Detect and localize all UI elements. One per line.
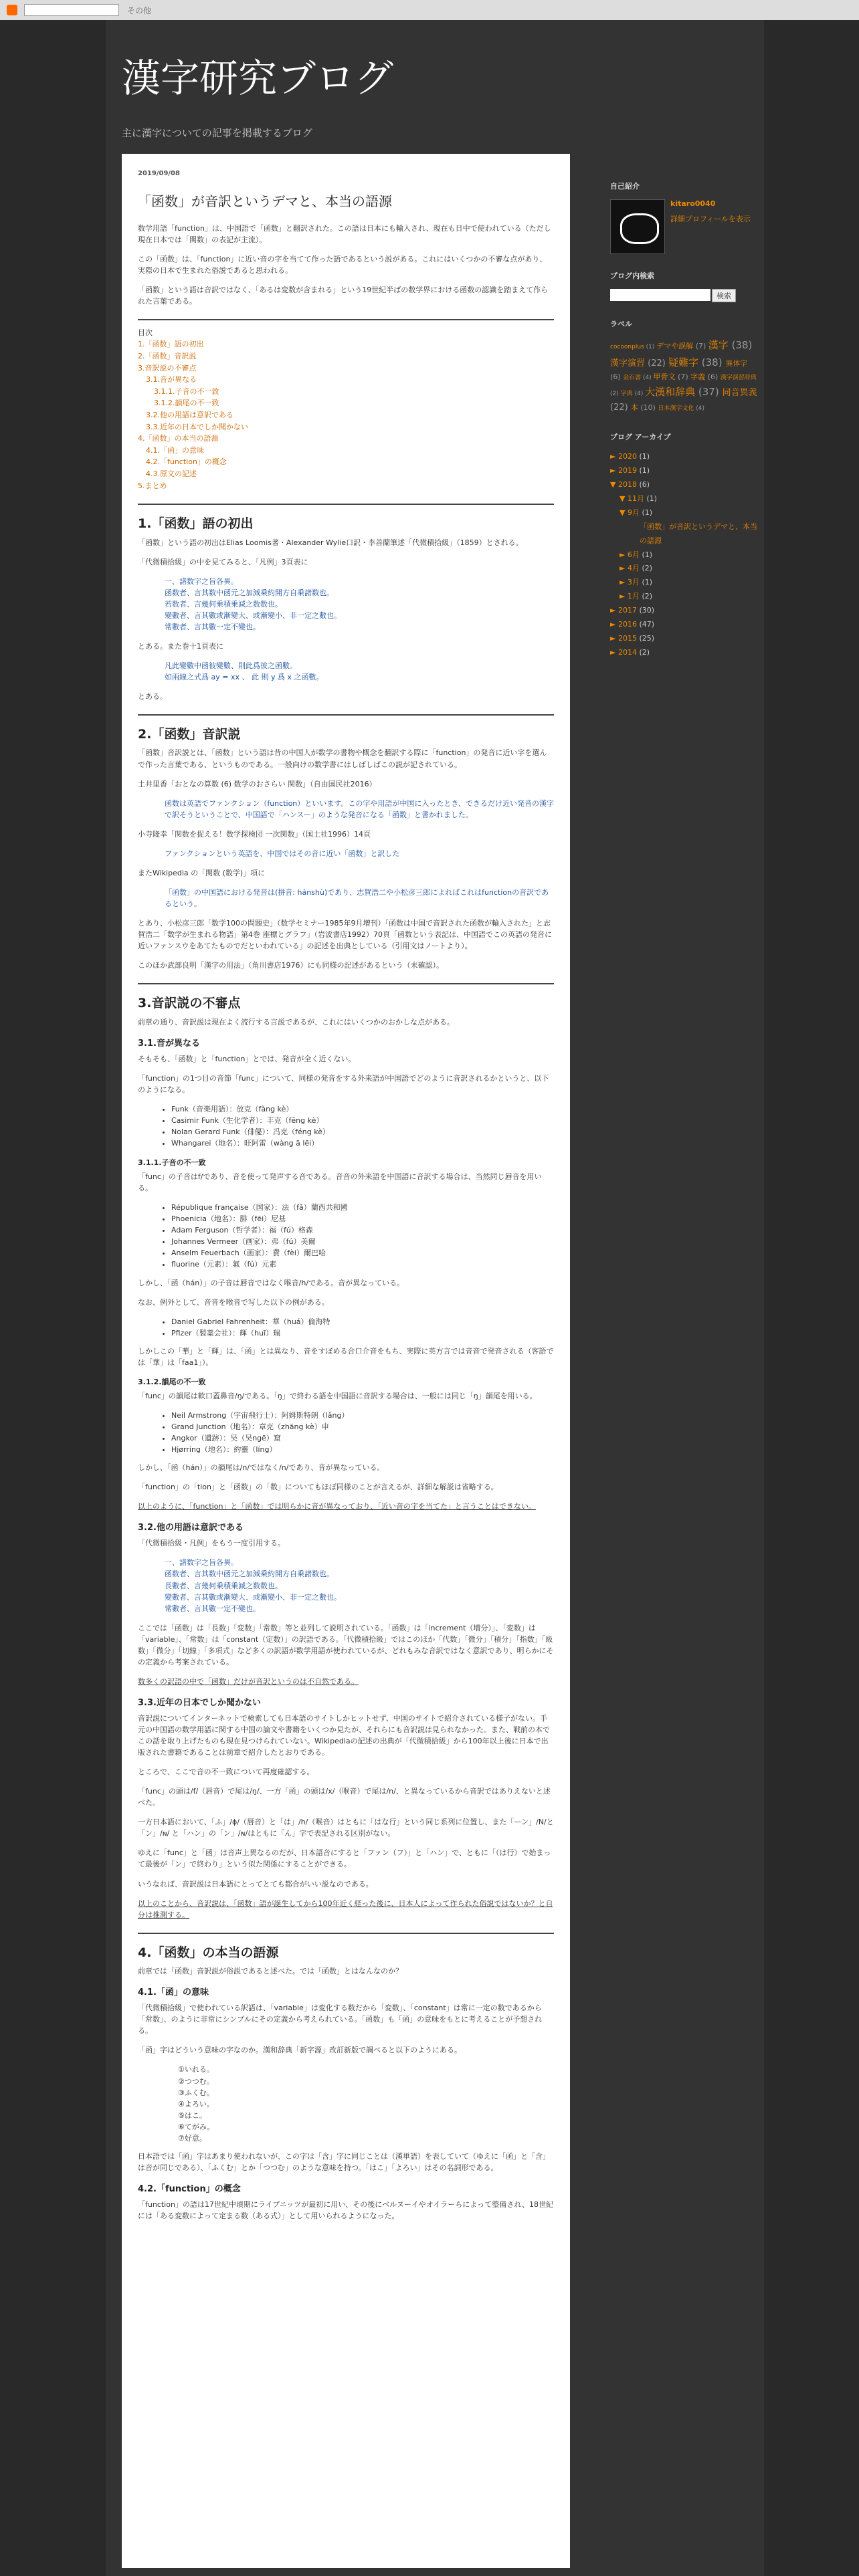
profile-widget [610,181,757,254]
numbered-list [138,2064,554,2143]
paragraph: いうなれば、音訳説は日本語にとってとても都合がいい説なのである。 [138,1879,373,1889]
archive-count: (2) [639,592,653,601]
archive-label: ▼ 11月 [619,494,644,503]
label-count: (38) [698,356,726,368]
paragraph: とあり、小松彦三郎「数学100の問題史」（数学セミナー1985年9月増刊）「函数は中国で音訳された函数が輸入された」と志賀浩二「数学が生まれる物語」第4巻 座標とグラフ」（岩波書店1992）70頁「函数という表記は、中国語でこの英語の発音に近いファンスウをあてたものでだといわれている」の記述を出典としている（引用文はノートより）。 [138,918,552,951]
paragraph-underlined: 数多くの訳語の中で「函数」だけが音訳というのは不自然である。 [138,1677,359,1686]
label-count: (22) [610,403,631,413]
toc-item[interactable]: 5.まとめ [138,481,167,490]
divider [138,1933,554,1934]
divider [138,504,554,505]
label-name: 金石書 [623,374,642,381]
quote-line: 常數者、言其數一定不變也。 [165,1604,260,1613]
toc-item[interactable]: 3.2.他の用語は意訳である [146,410,233,419]
label-count: (10) [638,403,658,413]
post-main [122,154,570,2568]
archive-count: (6) [636,480,650,490]
label-name: 字典 [620,390,633,397]
paragraph: しかしこの「華」と「輝」は、「函」とは異なり、音をすぼめる合口介音をもち、実際に英方言では音音で発音される（客語では「華」は「faa1」）。 [138,1346,554,1367]
label-link[interactable] [610,344,656,350]
toc-item[interactable]: 4.1.「函」の意味 [146,445,204,455]
archive-label: ► 2017 [610,606,637,615]
paragraph-underlined: 以上のように、「function」と「函数」では明らかに音が異なっており、「近い音の字を当てた」と言うことはできない。 [138,1502,536,1511]
label-name: デマや誤解 [656,342,694,350]
list-item: • Phoenicia（地名）：腓（fēi）尼基 [171,1213,554,1224]
quote-line: 如兩線之式爲 ay = xx 、 此 則 y 爲 x 之函數。 [165,672,324,681]
subsection-heading: 3.3.近年の日本でしか聞かない [138,1697,261,1708]
paragraph: 「func」の韻尾は軟口蓋鼻音/ŋ/である。「ŋ」で終わる語を中国語に音訳する場合は、一般には同じ「ŋ」韻尾を用いる。 [138,1391,537,1400]
paragraph: 「函数」音訳説とは、「函数」という語は昔の中国人が数学の書物や概念を翻訳する際に「function」の発音に近い字を選んで作った言葉である、というものである。一般向けの数学書にはしばしばこの説が記されている。 [138,748,547,769]
archive-post-link[interactable]: 「函数」が音訳というデマと、本当の語源 [640,522,757,545]
list-item: • Whangarei（地名）：旺阿雷（wàng ā lēi） [171,1138,554,1149]
label-name: cocoonplus [610,344,644,350]
label-link[interactable] [658,405,704,412]
list-item: • Daniel Gabriel Fahrenheit：華（huá）倫海特 [171,1316,554,1327]
label-count: (7) [675,372,691,381]
blog-description: 主に漢字についての記事を掲載するブログ [122,127,312,139]
archive-label: ► 2019 [610,466,637,475]
post-intro [138,223,554,307]
quote-line: 一、諸数字之旨各異。 [165,576,238,586]
archive-label: ▼ 9月 [619,508,640,517]
toc-item[interactable]: 3.1.1.子音の不一致 [154,387,219,396]
quote-line: 一、諸数字之旨各異。 [165,1558,238,1568]
list-item: • Neil Armstrong（宇宙飛行士）：阿姆斯特朗（lǎng） [171,1410,554,1421]
label-name: 漢字演習辞典 [720,374,757,381]
label-link[interactable] [610,358,668,368]
paragraph: 「代微積拾級・凡例」をもう一度引用する。 [138,1539,285,1548]
blogger-navbar [0,0,859,20]
toc-item[interactable]: 3.1.音が異なる [146,375,197,385]
archive-list [610,450,757,659]
divider [138,983,554,984]
labels-heading: ラベル [610,320,632,328]
list-item: • Casimir Funk（生化学者）：丰克（fēng kè） [171,1115,554,1126]
search-widget [610,270,757,302]
archive-label: ► 1月 [619,592,640,601]
blog-header [106,20,764,140]
label-name: 本 [630,403,638,413]
quote-line: 函数者、言其数中函元之加減乗約開方自乗諸数也。 [165,588,334,597]
profile-name[interactable]: kitaro0040 [670,199,716,208]
subsection-heading: 3.1.音が異なる [138,1038,200,1049]
subsection-heading: 4.2.「function」の概念 [138,2183,241,2194]
list-item: • Nolan Gerard Funk（俳優）：冯克（féng kè） [171,1126,554,1138]
label-count: (1) [644,344,657,350]
label-count: (6) [705,372,721,381]
archive-count: (25) [636,633,655,643]
navbar-search-input[interactable] [24,4,119,16]
archive-year[interactable] [610,464,757,478]
paragraph: 「function」の1つ目の音節「func」について、同様の発音をする外来語が中国語でどのように音訳されるかというと、以下のようになる。 [138,1073,549,1094]
navbar-more-link[interactable]: その他 [127,6,152,15]
label-name: 日本漢字文化 [658,405,694,413]
avatar[interactable] [610,199,665,254]
archive-label: ► 2020 [610,452,637,461]
archive-year[interactable] [610,646,757,660]
archive-count: (1) [636,452,650,461]
bullet-list [138,1103,554,1149]
paragraph: そもそも、「函数」と「function」とでは、発音が全く近くない。 [138,1054,356,1063]
archive-count: (2) [636,647,650,657]
paragraph: 「函」字はどういう意味の字なのか。漢和辞典「新字源」改訂新版で調べると以下のようにある。 [138,2046,462,2055]
archive-label: ► 3月 [619,578,640,587]
archive-year[interactable] [610,632,757,646]
label-link[interactable] [645,386,722,398]
label-count: (2) [610,390,621,397]
archive-label: ► 2014 [610,647,637,657]
post-date: 2019/09/08 [138,170,180,177]
quote-line: 變數者、言其數或漸變大、或漸變小、非一定之數也。 [165,611,341,620]
section-heading: 1.「函数」語の初出 [138,516,254,532]
toc-item[interactable]: 1.「函数」語の初出 [138,340,204,349]
list-item: • Hjørring（地名）：約靈（líng） [171,1444,554,1455]
paragraph: しかし、「函（hán）」の子音は唇音ではなく喉音/h/である。音が異なっている。 [138,1278,405,1287]
subsection-heading: 4.1.「函」の意味 [138,1988,209,1998]
archive-count: (1) [639,550,653,559]
label-name: 疑難字 [668,356,698,368]
search-button[interactable]: 検索 [712,289,736,302]
archive-month[interactable] [610,548,757,562]
paragraph: とある。また巻十1頁表に [138,641,223,651]
archive-year[interactable] [610,618,757,632]
paragraph: この「函数」は、「function」に近い音の字を当てて作った語であるという説がある。これにはいくつかの不審な点があり、実際の日本で生まれた俗説であると思われる。 [138,254,547,275]
archive-label: ▼ 2018 [610,480,637,490]
toc-item[interactable]: 2.「函数」音訳説 [138,351,197,360]
archive-count: (30) [636,606,655,615]
toc-item[interactable]: 3.3.近年の日本でしか聞かない [146,422,248,431]
quote-line: 函数者、言其数中函元之加減乗約開方自乗諸数也。 [165,1570,334,1579]
paragraph: 土井里香「おとなの算数 (6) 数学のおさらい 関数」（自由国民社2016） [138,779,377,788]
list-item: ③ふくむ。 [178,2088,214,2097]
blogger-logo-icon[interactable] [7,5,17,15]
subsection-heading: 3.2.他の用語は意訳である [138,1523,244,1533]
paragraph: 「代微積拾級」で使われている訳語は、「variable」は変化する数だから「変数」、「constant」は常に一定の数であるから「常数」、のように非常にシンプルにその定義から考えられている。「函数」も「函」の意味をもとに考えることが予想される。 [138,2004,543,2036]
blockquote [138,576,554,633]
label-count: (4) [694,405,705,413]
archive-year[interactable] [610,604,757,618]
quote-line: 凡此變數中函彼變數、則此爲彼之函數。 [165,661,297,670]
list-item: • Anselm Feuerbach（画家）：費（fèi）爾巴哈 [171,1247,554,1259]
archive-count: (1) [639,578,653,587]
archive-label: ► 4月 [619,564,640,573]
blockquote: 「函数」の中国語における発音は(拼音: hánshù)であり、志賀浩二や小松彦三郎によればこれはfunctionの音訳であるという。 [165,887,549,908]
quote-line: 變數者、言其數或漸變大、或漸變小、非一定之數也。 [165,1592,341,1602]
blog-search-input[interactable] [610,289,710,301]
label-link[interactable] [623,374,654,381]
paragraph: なお、例外として、音音を喉音で写した以下の例がある。 [138,1297,329,1307]
label-name: 字義 [690,372,706,381]
blockquote: 函数は英語でファンクション（function）といいます。この字や用語が中国に入ったとき、できるだけ近い発音の漢字で訳そうということで、中国語で「ハンスー」のような発音になる「函数」と書かれました。 [165,798,554,819]
archive-count: (1) [644,494,658,503]
label-link[interactable] [631,403,658,412]
archive-count: (47) [636,619,655,629]
label-link[interactable] [654,372,691,381]
archive-month[interactable] [610,492,757,506]
paragraph: 小寺隆幸「関数を捉える！数学探検団 一次関数」（国土社1996）14頁 [138,829,371,839]
label-cloud [610,337,757,415]
section-heading: 2.「函数」音訳説 [138,727,241,742]
toc-item[interactable]: 4.3.原文の記述 [146,469,197,478]
paragraph: 前章では「函数」音訳説が俗説であると述べた。では「函数」とはなんなのか？ [138,1967,403,1976]
list-item: ②つつむ。 [178,2076,214,2086]
list-item: ⑤はこ。 [178,2111,207,2120]
toc-item[interactable]: 3.1.2.韻尾の不一致 [154,399,219,408]
subsubsection-heading: 3.1.1.子音の不一致 [138,1158,206,1168]
paragraph: 一方日本語において、「ふ」/ɸ/（唇音）と「は」/h/（喉音）はともに「はな行」という同じ系列に位置し、また「ーン」/N/と「ン」/ɴ/ と「ハン」の「ン」/ɴ/はともに「ん」字で表記される区別がない。 [138,1818,554,1838]
subsubsection-heading: 3.1.2.韻尾の不一致 [138,1377,206,1386]
list-item: • Pfizer（製薬会社）：輝（huī）瑞 [171,1327,554,1339]
label-name: 甲骨文 [653,372,676,381]
paragraph-underlined: 以上のことから、音訳説は、「函数」語が誕生してから100年近く経った後に、日本人によって作られた俗説ではないか？と自分は推測する。 [138,1899,553,1919]
labels-widget [610,318,757,415]
archive-heading: ブログ アーカイブ [610,433,671,442]
archive-count: (1) [639,508,653,517]
blog-title[interactable]: 漢字研究ブログ [122,56,394,101]
paragraph: 数学用語「function」は、中国語で「函数」と翻訳された。この語は日本にも輸入され、現在も日中で使われている（ただし現在日本では「関数」の表記が主流）。 [138,223,551,244]
paragraph: ところで、ここで音の不一致について再度確認する。 [138,1767,314,1777]
label-count: (37) [695,385,723,398]
list-item: • Adam Ferguson（哲学者）：福（fú）格森 [171,1224,554,1236]
archive-label: ► 6月 [619,550,640,559]
archive-count: (2) [639,564,653,573]
list-item: ①いれる。 [178,2065,214,2074]
paragraph: 「函数」という語は音訳ではなく、「あるは変数が含まれる」という19世紀半ばの数学界における函数の認識を踏まえて作られた言葉である。 [138,285,549,306]
list-item: • République française（国家）：法（fǎ）蘭西共和國 [171,1202,554,1213]
archive-month[interactable] [610,576,757,590]
label-link[interactable] [621,391,646,397]
paragraph: 前章の通り、音訳説は現在よく流行する言説であるが、これにはいくつかのおかしな点がある。 [138,1017,454,1027]
paragraph: 「function」の「tion」と「函数」の「数」についてもほぼ同様のことが言えるが、詳細な解説は省略する。 [138,1483,498,1492]
label-link[interactable] [690,372,721,381]
label-link[interactable] [656,342,708,350]
paragraph: 「func」の頭は/f/（唇音）で尾は/ŋ/、一方「函」の頭は/x/（喉音）で尾は/n/、と異なっているから音訳ではありえないと述べた。 [138,1787,551,1808]
list-item: • Grand Junction（地名）：章克（zhāng kè）申 [171,1421,554,1432]
quote-line: 若数者、言幾何乗積乗減之数数也。 [165,599,282,609]
toc-item[interactable]: 3.音訳説の不審点 [138,363,197,372]
paragraph: 日本語では「函」字はあまり使われないが、この字は「含」字に同じことは（漢単語）を表していて（ゆえに「函」と「含」は音が同じである）、「ふくむ」とか「つつむ」のような意味を持つ。「はこ」「よろい」はその名詞形である。 [138,2151,550,2172]
section-heading: 4.「函数」の本当の語源 [138,1945,279,1960]
paragraph: ここでは「函数」は「長数」「変数」「常数」等と並列して説明されている。「函数」は「increment（増分）」、「変数」は「variable」、「常数」は「constant（定数）」の訳語である。「代微積拾級」ではこのほか「代数」「微分」「積分」「指数」「級数」「微分」「切線」「多項式」など多くの訳語が数学用語が使われているが、どれもみな音訳ではなく意訳であり、明らかにその定義から考案されている。 [138,1623,554,1667]
archive-count: (1) [636,466,650,475]
label-link[interactable] [708,339,753,351]
blockquote: ファンクションという英語を、中国ではその音に近い「函数」と訳した [165,849,400,858]
paragraph: しかし、「函（hán）」の韻尾は/n/ではなく/n/であり、音が異なっている。 [138,1463,385,1473]
list-item: ④よろい。 [178,2099,214,2109]
paragraph: 「func」の子音はf/であり、音を使って発声する音である。音音の外来語を中国語に音訳する場合は、当然同じ唇音を用いる。 [138,1172,542,1193]
toc-item[interactable]: 4.「函数」の本当の語源 [138,434,219,443]
archive-year[interactable] [610,450,757,464]
paragraph: 「函数」という語の初出はElias Loomis著・Alexander Wylie口訳・李善蘭筆述「代微積拾級」（1859）とされる。 [138,538,523,547]
list-item: ⑥てがみ。 [178,2122,215,2131]
list-item: • fluorine（元素）：氟（fú）元素 [171,1259,554,1270]
blockquote [138,660,554,683]
paragraph: ゆえに「func」と「函」は音声上異なるのだが、日本語音にすると「ファン（フ）」と「ハン」で、ともに「（は行）で始まって最後が「ン」で終わり」という似た関係にすることができる。 [138,1848,551,1869]
profile-heading: 自己紹介 [610,182,640,191]
sidebar [610,181,757,676]
archive-month[interactable] [610,562,757,576]
list-item: ⑦好意。 [178,2133,207,2143]
label-name: 異体字 [725,358,748,368]
label-count: (4) [632,390,646,397]
paragraph: 音訳説についてインターネットで検索しても日本語のサイトしかヒットせず、中国のサイトで紹介されている様子がない。手元の中国語の数学用語に関する中国の論文や書籍をいくつか見たが、それらにも音訳説は見られなかった。また、戦前の本でこの話を取り上げたものも現在見つけられていない。Wikipediaの記述の出典が「代微積拾級」から100年以上後に日本で出版された書籍であることは前章で紹介したとおりである。 [138,1714,550,1757]
label-name: 漢字演習 [610,358,646,368]
quote-line: 常數者、言其數一定不變也。 [165,622,260,631]
divider [138,714,554,716]
archive-month[interactable] [610,506,757,520]
label-name: 大漢和辞典 [645,385,696,398]
archive-month[interactable] [610,590,757,604]
label-count: (38) [728,339,753,351]
bullet-list [138,1202,554,1270]
toc-item: 目次 [138,328,153,337]
profile-link[interactable]: 詳細プロフィールを表示 [670,215,751,223]
post-title: 「函数」が音訳というデマと、本当の語源 [138,193,392,209]
section-heading: 3.音訳説の不審点 [138,996,241,1011]
label-link[interactable] [668,356,725,368]
paragraph: 「function」の語は17世紀中頃期にライプニッツが最初に用い、その後にベルヌーイやオイラーらによって整備され、18世紀には「ある変数によって定まる数（ある式）」として用いられるようになった。 [138,2200,553,2221]
label-count: (22) [645,358,668,368]
archive-label: ► 2015 [610,633,637,643]
archive-year[interactable] [610,478,757,492]
label-name: 漢字 [708,339,729,351]
paragraph: またWikipedia の「関数 (数学)」項に [138,868,266,877]
label-name: 同音異義 [722,387,757,398]
list-item: • Angkor（遺跡）：吴（吴ngē）窟 [171,1432,554,1444]
paragraph: 「代微積拾級」の中を見てみると、「凡例」3頁表に [138,557,308,566]
archive-widget [610,431,757,659]
paragraph: このほか武部良明「漢字の用法」（角川書店1976）にも同様の記述があるという（未確認）。 [138,961,444,970]
label-count: (4) [641,374,654,381]
blockquote [138,1557,554,1614]
list-item: • Funk（音楽用語）：放克（fàng kè） [171,1103,554,1115]
label-count: (6) [610,372,624,381]
paragraph: とある。 [138,692,167,701]
label-count: (7) [693,342,708,350]
table-of-contents [138,327,554,492]
bullet-list [138,1410,554,1455]
quote-line: 長數者、言幾何乗積乗減之数数也。 [165,1581,282,1590]
toc-item[interactable]: 4.2.「function」の概念 [146,457,227,467]
search-heading: ブログ内検索 [610,272,654,280]
divider [138,319,554,320]
bullet-list [138,1316,554,1339]
list-item: • Johannes Vermeer（画家）：弗（fú）美爾 [171,1236,554,1247]
archive-label: ► 2016 [610,619,637,629]
